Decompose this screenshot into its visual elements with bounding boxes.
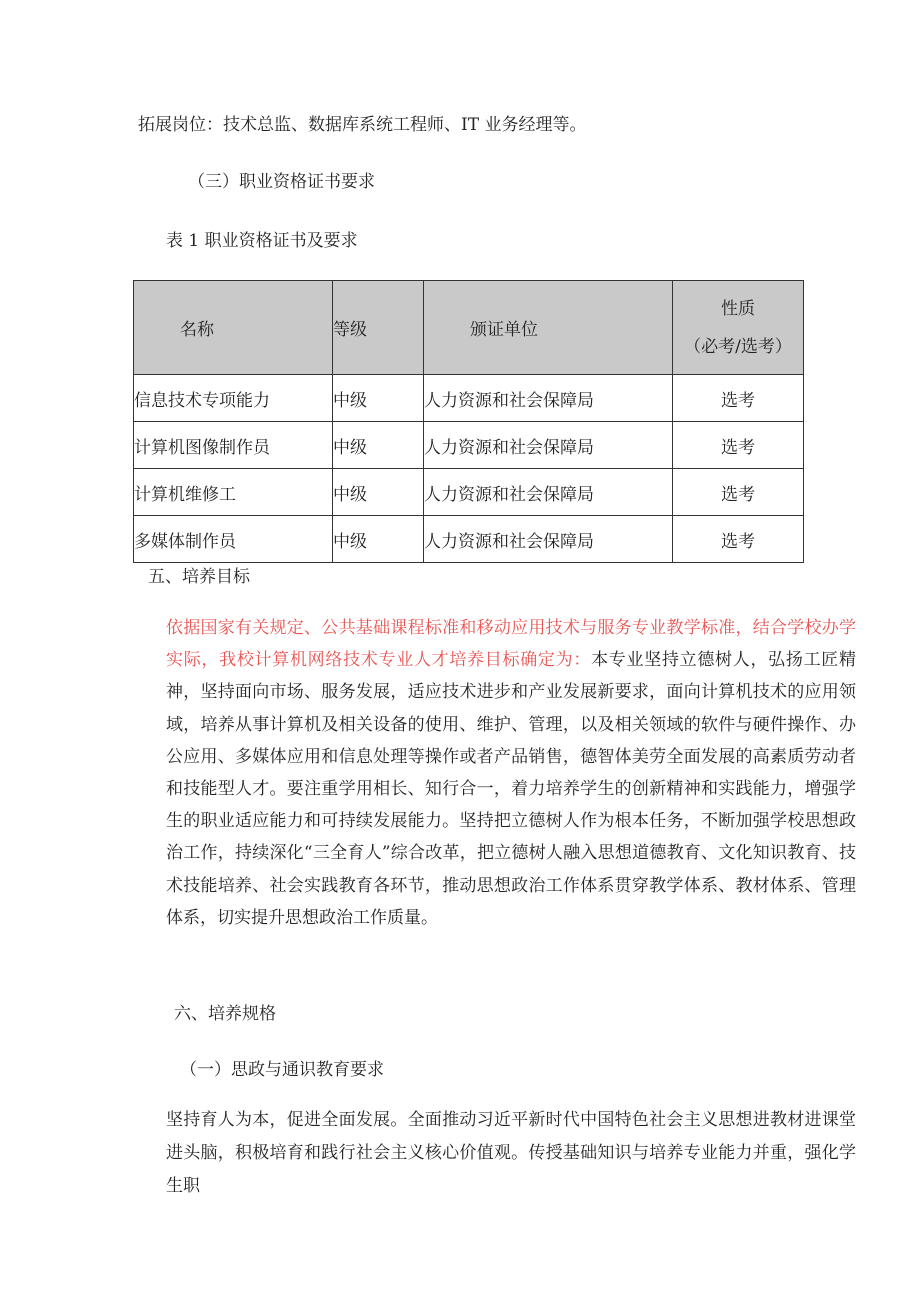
cell-nature: 选考	[673, 469, 804, 516]
cell-nature: 选考	[673, 516, 804, 563]
header-level: 等级	[333, 281, 424, 375]
cell-name: 多媒体制作员	[134, 516, 333, 563]
section-6-heading: 六、培养规格	[174, 1004, 276, 1024]
cell-name: 信息技术专项能力	[134, 375, 333, 422]
cell-issuer: 人力资源和社会保障局	[424, 516, 673, 563]
cell-nature: 选考	[673, 375, 804, 422]
section-6-1-heading: （一）思政与通识教育要求	[180, 1060, 384, 1080]
table-row	[134, 469, 804, 516]
cell-level: 中级	[333, 469, 424, 516]
cell-issuer: 人力资源和社会保障局	[424, 469, 673, 516]
cell-level: 中级	[333, 422, 424, 469]
cell-issuer: 人力资源和社会保障局	[424, 375, 673, 422]
header-issuer: 颁证单位	[424, 281, 673, 375]
cell-issuer: 人力资源和社会保障局	[424, 422, 673, 469]
table-header-row	[134, 281, 804, 375]
cell-name: 计算机维修工	[134, 469, 333, 516]
certificate-table	[133, 280, 804, 563]
goal-paragraph-body: 本专业坚持立德树人，弘扬工匠精神，坚持面向市场、服务发展，适应技术进步和产业发展新要求，面向计算机技术的应用领域，培养从事计算机及相关设备的使用、维护、管理，以及相关领域的软件与硬件操作、办公应用、多媒体应用和信息处理等操作或者产品销售，德智体美劳全面发展的高素质劳动者和技能型人才。要注重学用相长、知行合一，着力培养学生的创新精神和实践能力，增强学生的职业适应能力和可持续发展能力。坚持把立德树人作为根本任务，不断加强学校思想政治工作，持续深化“三全育人”综合改革，把立德树人融入思想道德教育、文化知识教育、技术技能培养、社会实践教育各环节，推动思想政治工作体系贯穿教学体系、教材体系、管理体系，切实提升思想政治工作质量。	[166, 650, 857, 928]
header-nature-line2: （必考/选考）	[684, 336, 792, 357]
cell-level: 中级	[333, 516, 424, 563]
table-row	[134, 422, 804, 469]
header-name: 名称	[134, 281, 333, 375]
section-5-heading: 五、培养目标	[148, 567, 250, 587]
table-row	[134, 375, 804, 422]
header-nature	[673, 281, 804, 375]
cell-nature: 选考	[673, 422, 804, 469]
header-nature-line1: 性质	[721, 298, 755, 319]
ideology-paragraph: 坚持育人为本，促进全面发展。全面推动习近平新时代中国特色社会主义思想进教材进课堂进头脑，积极培育和践行社会主义核心价值观。传授基础知识与培养专业能力并重，强化学生职	[166, 1110, 856, 1196]
section-3-heading: （三）职业资格证书要求	[188, 172, 375, 192]
table-row	[134, 516, 804, 563]
goal-paragraph	[166, 612, 856, 934]
cell-name: 计算机图像制作员	[134, 422, 333, 469]
cell-level: 中级	[333, 375, 424, 422]
table-caption: 表 1 职业资格证书及要求	[166, 231, 358, 251]
goal-paragraph-highlight: 依据国家有关规定、公共基础课程标准和移动应用技术与服务专业教学标准，结合学校办学实际，我校计算机网络技术专业人才培养目标确定为：	[166, 618, 856, 671]
expand-positions-text: 拓展岗位：技术总监、数据库系统工程师、IT 业务经理等。	[138, 115, 587, 135]
